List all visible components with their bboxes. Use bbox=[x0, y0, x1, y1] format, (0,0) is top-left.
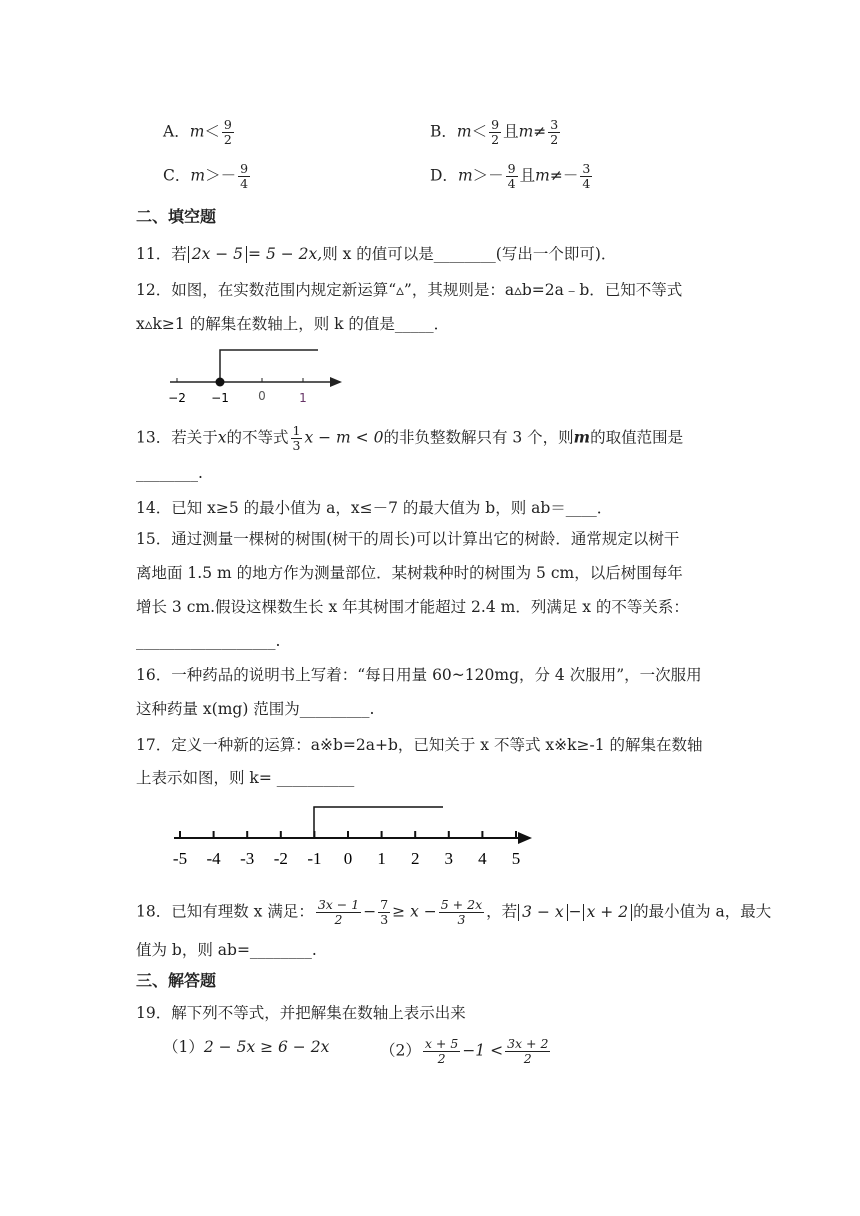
question-14: 14．已知 x≥5 的最小值为 a，x≤－7 的最大值为 b，则 ab＝____． bbox=[136, 499, 613, 517]
question-16-line1: 16．一种药品的说明书上写着：“每日用量 60~120mg，分 4 次服用”，一次服用 bbox=[136, 666, 702, 684]
question-18-line2: 值为 b，则 ab=________. bbox=[136, 941, 317, 959]
question-13-line1: 13．若关于x的不等式 $\frac{1}{3}$ x − m < 0的非负整数解只有 3 个，则m的取值范围是 bbox=[136, 423, 684, 453]
axis-label: -1 bbox=[307, 849, 322, 868]
axis-label: -3 bbox=[240, 849, 255, 868]
axis-label: 2 bbox=[410, 849, 420, 868]
axis-label: −2 bbox=[168, 391, 186, 405]
question-16-line2: 这种药量 x(mg) 范围为_________. bbox=[136, 700, 375, 718]
question-18-line1: 18．已知有理数 x 满足： $\frac{3x - 1}{2}$ − $\frac{7}{3}$ ≥ x − $\frac{5 + 2x}{3}$ ，若 3 − x − x + 2 的最小值为 a，最大 bbox=[136, 897, 772, 927]
question-19-part1: （1）2 − 5x ≥ 6 − 2x bbox=[163, 1038, 330, 1056]
question-13-line2: ________. bbox=[136, 464, 203, 482]
axis-label: −1 bbox=[211, 391, 229, 405]
question-15-line4: __________________. bbox=[136, 632, 281, 650]
closed-dot bbox=[216, 378, 225, 387]
question-17-line1: 17．定义一种新的运算：a※b=2a+b，已知关于 x 不等式 x※k≥-1 的解集在数轴 bbox=[136, 736, 703, 754]
axis-label: 0 bbox=[343, 849, 353, 868]
question-12-line1: 12．如图，在实数范围内规定新运算“▵”，其规则是：a▵b=2a﹣b．已知不等式 bbox=[136, 281, 683, 299]
axis-label: 4 bbox=[478, 849, 487, 868]
question-15-line2: 离地面 1.5 m 的地方作为测量部位．某树栽种时的树围为 5 cm，以后树围每年 bbox=[136, 564, 683, 582]
option-c: C．m＞－ $\frac{9}{4}$ bbox=[163, 161, 249, 191]
axis-label: -5 bbox=[172, 849, 188, 868]
number-line-q17 bbox=[160, 798, 550, 876]
question-15-line3: 增长 3 cm.假设这棵数生长 x 年其树围才能超过 2.4 m．列满足 x 的不等关系： bbox=[136, 598, 689, 616]
option-a: A．m＜ $\frac{9}{2}$ bbox=[163, 117, 232, 147]
axis-label: 0 bbox=[258, 389, 266, 403]
axis-label: 3 bbox=[444, 849, 454, 868]
axis-label: 5 bbox=[511, 849, 521, 868]
question-11: 11．若 2x − 5 = 5 − 2x,则 x 的值可以是________(写出一个即可)． bbox=[136, 245, 617, 263]
axis-label: -2 bbox=[273, 849, 288, 868]
question-19-title: 19．解下列不等式，并把解集在数轴上表示出来 bbox=[136, 1004, 466, 1022]
axis-ticks bbox=[173, 831, 520, 868]
axis-label: 1 bbox=[377, 849, 386, 868]
axis-label: 1 bbox=[299, 391, 307, 405]
question-19-part2: （2） $\frac{x + 5}{2}$ −1 < $\frac{3x + 2}{2}$ bbox=[380, 1036, 549, 1066]
axis-label: -4 bbox=[206, 849, 221, 868]
section-fill-heading: 二、填空题 bbox=[136, 207, 217, 226]
question-15-line1: 15．通过测量一棵树的树围(树干的周长)可以计算出它的树龄．通常规定以树干 bbox=[136, 530, 680, 548]
section-answer-heading: 三、解答题 bbox=[136, 971, 217, 990]
number-line-q12 bbox=[160, 344, 360, 406]
option-d: D．m＞－ $\frac{9}{4}$ 且m≠－ $\frac{3}{4}$ bbox=[430, 161, 591, 191]
option-b: B．m＜ $\frac{9}{2}$ 且m≠ $\frac{3}{2}$ bbox=[430, 117, 559, 147]
question-17-line2: 上表示如图，则 k= __________ bbox=[136, 769, 355, 787]
question-12-line2: x▵k≥1 的解集在数轴上，则 k 的值是_____． bbox=[136, 315, 450, 333]
